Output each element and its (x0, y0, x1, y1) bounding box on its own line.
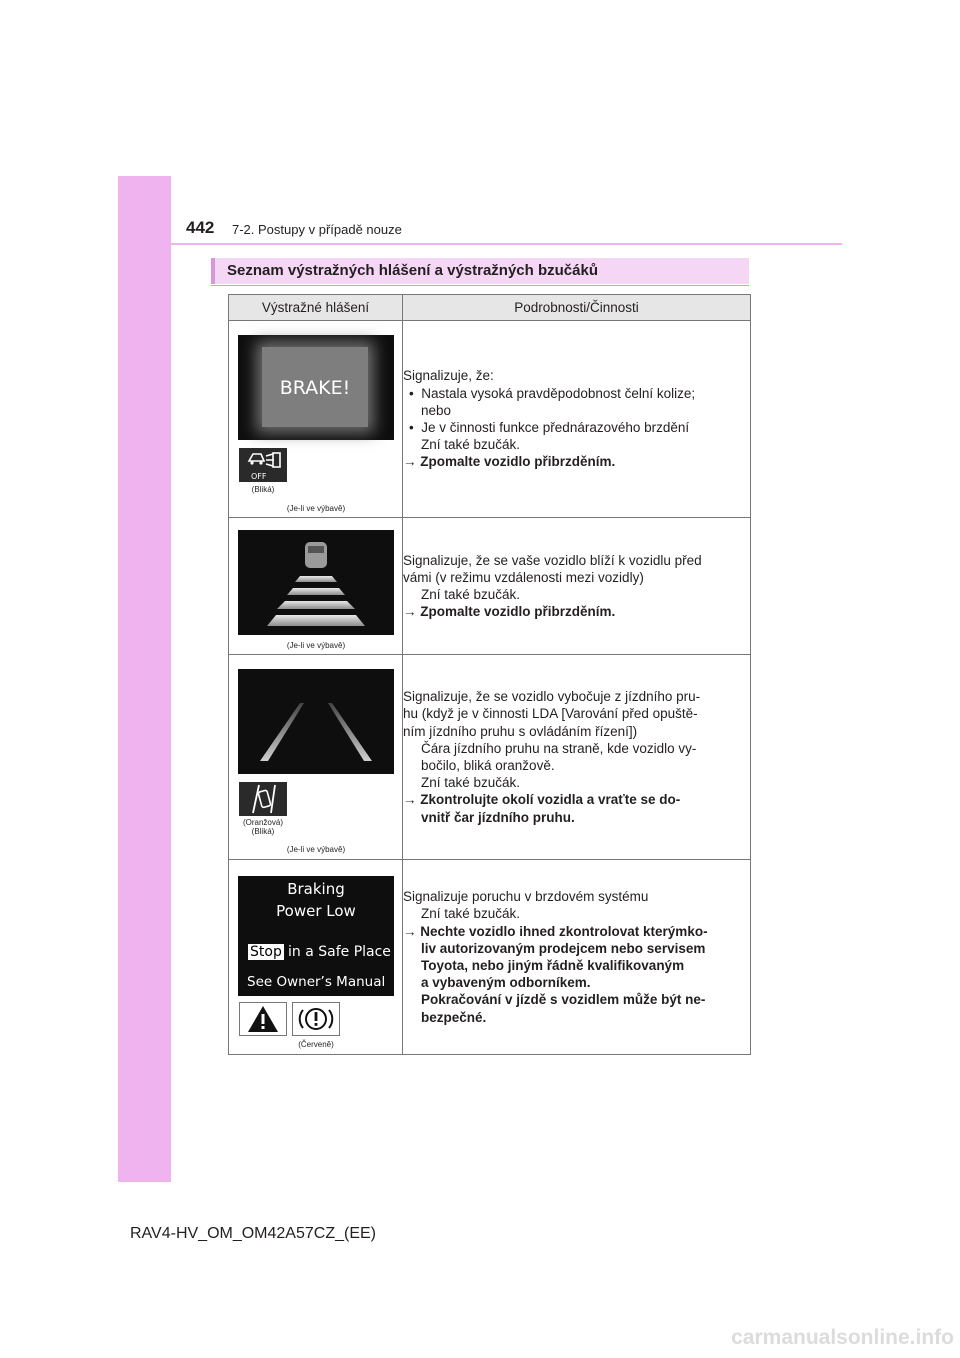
detail-line: Čára jízdního pruhu na straně, kde vozidlo vy- (421, 740, 697, 756)
detail-line: bočilo, bliká oranžově. (421, 758, 555, 773)
warning-table (228, 294, 751, 1055)
action-text: Zpomalte vozidlo přibrzděním. (420, 454, 616, 470)
detail-line: Zní také bzučák. (421, 906, 521, 922)
detail-bullet-text: Je v činnosti funkce přednárazového brzdění (421, 420, 690, 435)
action-line-cont: Toyota, nebo jiným řádně kvalifikovaným (421, 958, 685, 973)
page-number: 442 (186, 218, 215, 237)
detail-line: Zní také bzučák. (421, 587, 521, 602)
action-text: Zkontrolujte okolí vozidla a vraťte se do- (420, 792, 681, 808)
table-row (229, 518, 751, 655)
detail-bullet: • Je v činnosti funkce přednárazového brzdění (409, 420, 690, 435)
equipment-note: (Je-li ve výbavě) (286, 504, 346, 513)
screen-line: Power Low (276, 902, 356, 920)
icon-caption-color: (Oranžová) (242, 818, 283, 827)
header-rule (171, 243, 842, 245)
brake-screen-text: BRAKE! (279, 377, 351, 399)
column-header-details: Podrobnosti/Činnosti (403, 295, 751, 321)
equipment-note: (Je-li ve výbavě) (286, 845, 346, 854)
action-line: → Zkontrolujte okolí vozidla a vraťte se do- (403, 792, 681, 808)
message-image-cell (229, 321, 403, 518)
equipment-note: (Je-li ve výbavě) (286, 641, 346, 650)
action-line-cont: Pokračování v jízdě s vozidlem může být ne- (421, 992, 706, 1008)
icon-caption-blink: (Bliká) (251, 827, 275, 836)
lane-departure-screen (238, 669, 394, 774)
detail-line: Signalizuje, že se vaše vozidlo blíží k vozidlu před (403, 552, 702, 568)
brake-power-low-screen (238, 876, 394, 996)
message-image-cell (229, 860, 403, 1055)
section-underline (211, 285, 749, 286)
detail-line: vámi (v režimu vzdálenosti mezi vozidly) (403, 569, 644, 585)
table-row (229, 860, 751, 1055)
table-row (229, 321, 751, 518)
screen-line: in a Safe Place (288, 944, 391, 960)
detail-line: Signalizuje poruchu v brzdovém systému (403, 889, 649, 905)
detail-line: Signalizuje, že: (403, 368, 494, 384)
column-header-message: Výstražné hlášení (229, 295, 403, 321)
detail-line: Zní také bzučák. (421, 775, 521, 791)
svg-text:OFF: OFF (251, 472, 267, 481)
action-line: → Zpomalte vozidlo přibrzděním. (403, 454, 616, 470)
screen-line: See Owner’s Manual (247, 974, 386, 990)
action-line-cont: bezpečné. (421, 1009, 487, 1025)
table-row (229, 655, 751, 860)
screen-stop-label: Stop (250, 944, 282, 960)
vehicle-distance-screen (238, 530, 394, 635)
section-title: Seznam výstražných hlášení a výstražných bzučáků (227, 262, 598, 279)
action-line-cont: a vybaveným odborníkem. (421, 975, 591, 991)
detail-line: nebo (421, 402, 452, 418)
screen-line: Braking (287, 880, 345, 898)
chapter-title: 7-2. Postupy v případě nouze (232, 222, 402, 237)
brake-glow-box (262, 347, 368, 427)
icon-caption: (Bliká) (251, 485, 275, 494)
lane-departure-icon (239, 782, 287, 816)
warning-triangle-icon (239, 1002, 287, 1036)
watermark: carmanualsonline.info (731, 1326, 954, 1349)
table-header-row (229, 295, 751, 321)
detail-bullet-text: Nastala vysoká pravděpodobnost čelní kolize; (421, 385, 696, 401)
detail-line: Zní také bzučák. (421, 437, 521, 453)
message-image-cell (229, 518, 403, 655)
action-line-cont: liv autorizovaným prodejcem nebo servisem (421, 940, 706, 956)
detail-line: ním jízdního pruhu s ovládáním řízení]) (403, 723, 638, 739)
action-text: Zpomalte vozidlo přibrzděním. (420, 604, 616, 620)
action-line: → Nechte vozidlo ihned zkontrolovat kterýmko- (403, 923, 708, 939)
details-cell (403, 321, 751, 518)
action-line: → Zpomalte vozidlo přibrzděním. (403, 604, 616, 620)
action-text: Nechte vozidlo ihned zkontrolovat kterýmko- (420, 923, 708, 939)
details-cell (403, 518, 751, 655)
detail-line: hu (když je v činnosti LDA [Varování před opuště- (403, 706, 698, 722)
detail-bullet: • Nastala vysoká pravděpodobnost čelní kolize; (409, 385, 696, 401)
action-line-cont: vnitř čar jízdního pruhu. (421, 809, 575, 825)
icon-caption: (Červeně) (298, 1040, 334, 1049)
details-cell (403, 860, 751, 1055)
details-cell (403, 655, 751, 860)
brake-system-icon (292, 1002, 340, 1036)
brake-warning-screen (238, 335, 394, 440)
section-heading-bar (211, 258, 749, 284)
message-image-cell (229, 655, 403, 860)
document-footer-code: RAV4-HV_OM_OM42A57CZ_(EE) (130, 1225, 376, 1242)
detail-line: Signalizuje, že se vozidlo vybočuje z jízdního pru- (403, 689, 701, 705)
chapter-side-tab (118, 176, 171, 1182)
pcs-off-icon (239, 448, 287, 482)
